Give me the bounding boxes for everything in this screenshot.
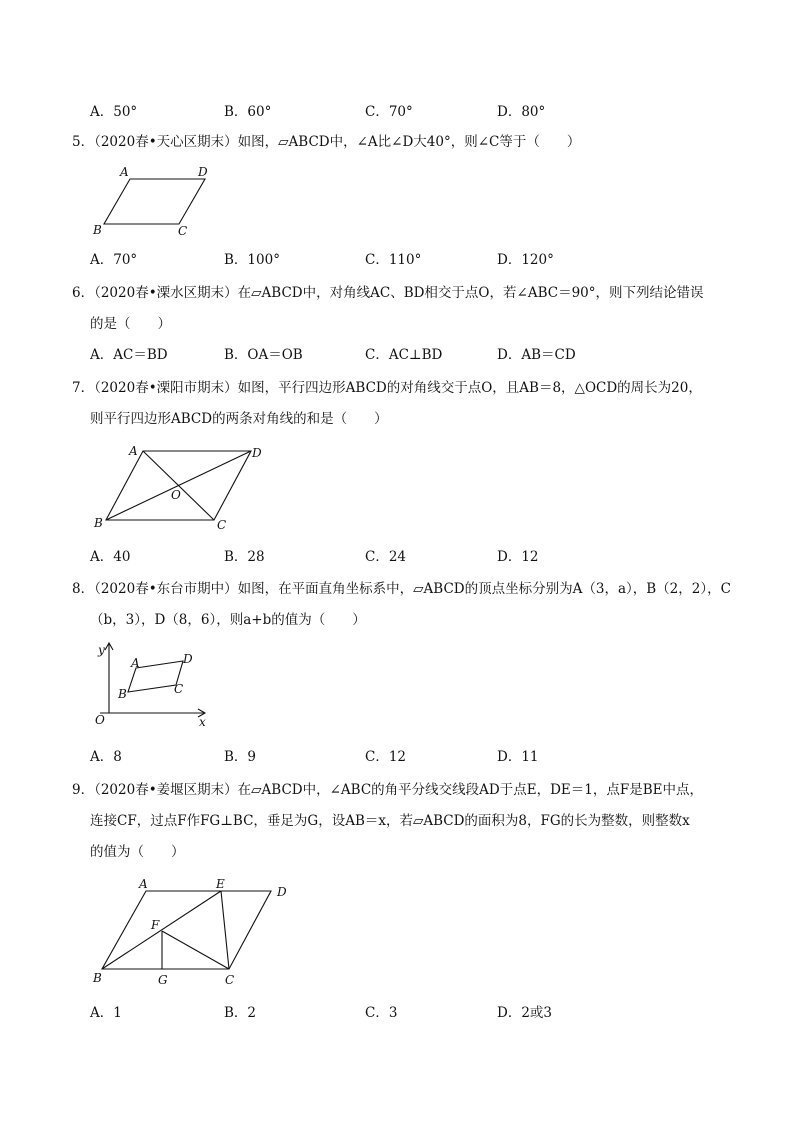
q7-parallelogram-figure (88, 438, 278, 538)
q5-parallelogram-figure (88, 160, 228, 240)
q6-option-c: C．AC⊥BD (365, 347, 443, 363)
q8-stem-continued: （b，3），D（8，6），则a+b的值为（ ） (90, 612, 366, 628)
q8-label-x: x (199, 715, 206, 729)
q4-option-d: D．80° (497, 104, 546, 120)
q7-label-c: C (217, 518, 227, 532)
q9-option-c: C．3 (365, 1005, 398, 1021)
q7-stem-continued: 则平行四边形ABCD的两条对角线的和是（ ） (90, 411, 388, 427)
q7-label-b: B (94, 516, 103, 530)
q9-option-d: D．2或3 (497, 1005, 553, 1021)
q8-label-d: D (183, 652, 193, 666)
q5-stem: 5．（2020春•天心区期末）如图，▱ABCD中，∠A比∠D大40°，则∠C等于（ ） (72, 134, 581, 150)
q9-label-a: A (139, 877, 148, 891)
q7-label-o: O (171, 488, 181, 502)
q8-option-a: A．8 (90, 749, 122, 765)
q5-label-b: B (93, 223, 102, 237)
q7-label-a: A (129, 444, 138, 458)
q8-label-c: C (174, 682, 184, 696)
q5-label-c: C (178, 224, 188, 238)
q9-parallelogram-figure (88, 874, 303, 996)
q8-option-b: B．9 (224, 749, 257, 765)
q9-stem-continued-1: 连接CF，过点F作FG⊥BC，垂足为G，设AB＝x，若▱ABCD的面积为8，FG的长为整数，则整数x (90, 813, 690, 829)
q5-label-a: A (120, 165, 129, 179)
q6-option-b: B．OA＝OB (224, 347, 303, 363)
q9-option-a: A．1 (90, 1005, 122, 1021)
q7-label-d: D (252, 446, 262, 460)
q6-option-a: A．AC＝BD (90, 347, 168, 363)
q6-stem: 6．（2020春•溧水区期末）在▱ABCD中，对角线AC、BD相交于点O，若∠ABC＝90°，则下列结论错误 (72, 285, 704, 301)
q5-option-d: D．120° (497, 252, 554, 268)
q8-option-c: C．12 (365, 749, 407, 765)
q5-option-c: C．110° (365, 252, 422, 268)
q8-label-a: A (131, 656, 140, 670)
q9-segment-fc (162, 931, 229, 969)
q9-label-f: F (151, 918, 160, 932)
q8-stem: 8．（2020春•东台市期中）如图，在平面直角坐标系中，▱ABCD的顶点坐标分别为A（3，a），B（2，2），C (72, 581, 731, 597)
q8-label-b: B (118, 687, 127, 701)
q4-option-c: C．70° (365, 104, 413, 120)
q4-option-a: A．50° (90, 104, 138, 120)
q9-label-d: D (277, 885, 287, 899)
q9-label-g: G (158, 973, 168, 987)
q7-option-c: C．24 (365, 549, 407, 565)
q6-option-d: D．AB＝CD (497, 347, 576, 363)
q9-segment-ec (221, 891, 229, 969)
q7-option-b: B．28 (224, 549, 265, 565)
q7-option-a: A．40 (90, 549, 131, 565)
q5-option-a: A．70° (90, 252, 138, 268)
q9-label-b: B (93, 971, 102, 985)
q9-label-e: E (216, 877, 225, 891)
q7-option-d: D．12 (497, 549, 539, 565)
q8-coordinate-figure (88, 640, 218, 732)
q9-option-b: B．2 (224, 1005, 257, 1021)
q9-label-c: C (225, 973, 235, 987)
q8-option-d: D．11 (497, 749, 539, 765)
q6-stem-continued: 的是（ ） (90, 316, 171, 332)
q9-parallelogram (102, 891, 271, 969)
q4-option-b: B．60° (224, 104, 272, 120)
q9-stem-continued-2: 的值为（ ） (90, 844, 185, 860)
q8-label-o: O (95, 713, 105, 727)
q5-option-b: B．100° (224, 252, 280, 268)
q9-stem: 9．（2020春•姜堰区期末）在▱ABCD中，∠ABC的角平分线交线段AD于点E，DE＝1，点F是BE中点， (72, 782, 704, 798)
q5-parallelogram (104, 179, 205, 224)
q5-label-d: D (198, 165, 208, 179)
q7-stem: 7．（2020春•溧阳市期末）如图，平行四边形ABCD的对角线交于点O，且AB＝8，△OCD的周长为20， (72, 380, 702, 396)
q8-label-y: y (98, 643, 105, 657)
q7-diagonal-bd (106, 451, 251, 520)
